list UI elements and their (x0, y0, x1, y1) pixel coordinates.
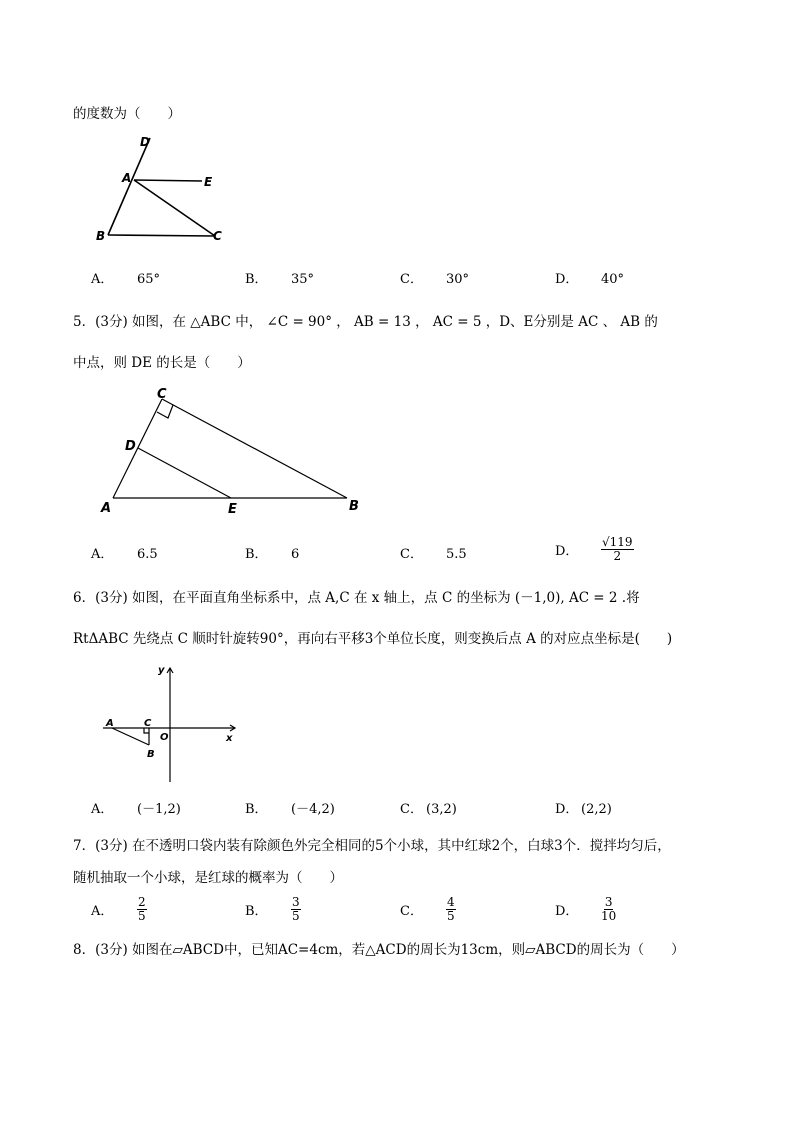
q5-label-E: E (228, 502, 237, 517)
q5-figure (95, 382, 375, 517)
q8-line1: 8．(3分) 如图在▱ABCD中，已知AC=4cm，若△ACD的周长为13cm，则▱ABCD的周长为（ ） (73, 942, 685, 958)
q5-line2: 中点，则 DE 的长是（ ） (73, 355, 251, 371)
q6-label-C: C (144, 718, 152, 729)
q4-label-C: C (213, 229, 222, 243)
q7-line1: 7．(3分) 在不透明口袋内装有除颜色外完全相同的5个小球，其中红球2个，白球3个．搅拌均匀后， (73, 838, 671, 854)
q5-label-C: C (157, 387, 167, 402)
q7-line2: 随机抽取一个小球，是红球的概率为（ ） (73, 870, 343, 886)
q5-label-A: A (101, 501, 112, 516)
q4-option-b[interactable]: B． 35° (245, 272, 315, 287)
q6-line2: RtΔABC 先绕点 C 顺时针旋转90°，再向右平移3个单位长度，则变换后点 A 的对应点坐标是( ) (73, 631, 673, 647)
q6-label-O: O (160, 732, 169, 743)
q5-label-B: B (349, 499, 359, 514)
q6-label-x: x (226, 733, 233, 744)
q4-option-a[interactable]: A． 65° (91, 272, 161, 287)
q4-option-d[interactable]: D． 40° (555, 272, 625, 287)
q4-label-B: B (96, 229, 106, 243)
q4-figure (90, 130, 240, 245)
q5-label-D: D (125, 439, 136, 454)
q6-label-y: y (158, 665, 165, 676)
q4-option-c[interactable]: C． 30° (400, 272, 470, 287)
q5-line1: 5．(3分) 如图，在 △ABC 中， ∠C = 90° ， AB = 13 ， AC = 5 ，D、E分别是 AC 、 AB 的 (73, 314, 658, 330)
q6-option-c[interactable]: C． (3,2) (400, 802, 457, 817)
q6-label-B: B (147, 749, 155, 760)
q5-option-c[interactable]: C． 5.5 (400, 547, 467, 562)
q6-line1: 6．(3分) 如图，在平面直角坐标系中，点 A,C 在 x 轴上，点 C 的坐标为 (－1,0), AC = 2 .将 (73, 590, 640, 606)
q6-option-d[interactable]: D． (2,2) (555, 802, 612, 817)
q5-option-d[interactable]: D． $\frac{√119}{2}$ (555, 535, 633, 563)
q6-option-a[interactable]: A． (－1,2) (91, 802, 181, 817)
q6-option-b[interactable]: B． (－4,2) (245, 802, 335, 817)
q7-option-a[interactable]: A． $\frac{2}{5}$ (91, 895, 146, 923)
q7-option-c[interactable]: C． $\frac{4}{5}$ (400, 895, 455, 923)
q5-option-a[interactable]: A． 6.5 (91, 547, 158, 562)
q7-option-d[interactable]: D． $\frac{3}{10}$ (555, 895, 617, 923)
q4-label-E: E (204, 175, 213, 189)
q6-label-A: A (106, 718, 114, 729)
q4-label-D: D (140, 135, 150, 149)
q7-option-b[interactable]: B． $\frac{3}{5}$ (245, 895, 300, 923)
q6-figure (100, 660, 245, 785)
q5-option-b[interactable]: B． 6 (245, 547, 300, 562)
q4-label-A: A (122, 171, 132, 185)
q4-stem-tail: 的度数为（ ） (73, 106, 181, 122)
